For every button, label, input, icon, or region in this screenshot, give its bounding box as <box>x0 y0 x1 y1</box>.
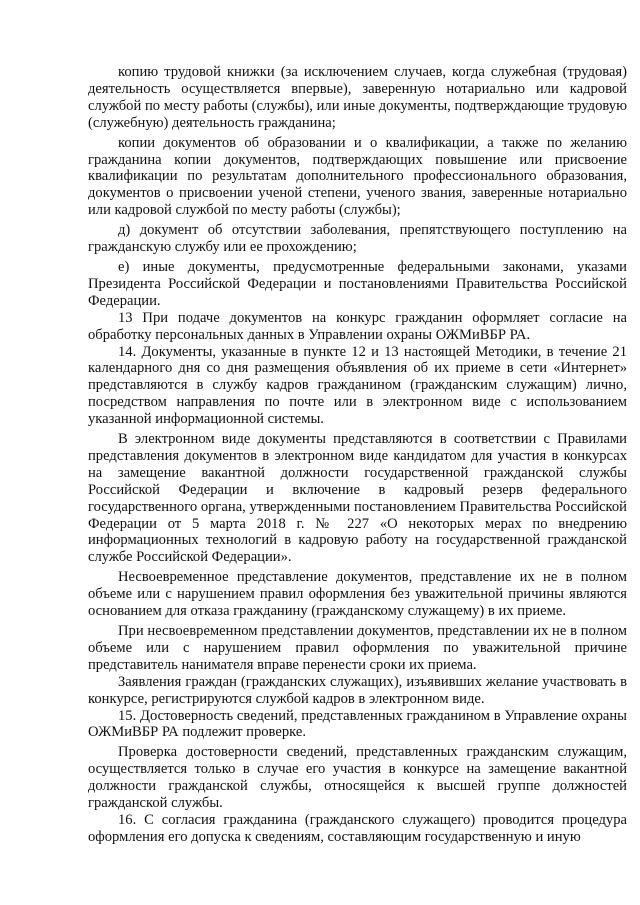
document-page <box>88 64 627 846</box>
paragraph-13: 13 При подаче документов на конкурс гражданин оформляет согласие на обработку персональных данных в Управлении охраны ОЖМиВБР РА. <box>88 309 627 343</box>
paragraph-15: 15. Достоверность сведений, представленных гражданином в Управление охраны ОЖМиВБР РА подлежит проверке. <box>88 707 627 741</box>
paragraph-item-e: е) иные документы, предусмотренные федеральными законами, указами Президента Российской Федерации и постановлениями Правительства Российской Федерации. <box>88 258 627 309</box>
paragraph-work-record-copy: копию трудовой книжки (за исключением случаев, когда служебная (трудовая) деятельность осуществляется впервые), заверенную нотариально или кадровой службой по месту работы (службы), или иные документы, подтверждающие трудовую (служебную) деятельность гражданина; <box>88 64 627 131</box>
paragraph-education-copies: копии документов об образовании и о квалификации, а также по желанию гражданина копии документов, подтверждающих повышение или присвоение квалификации по результатам дополнительного профессионального образования, документов о присвоении ученой степени, ученого звания, заверенные нотариально или кадровой службой по месту работы (службы); <box>88 134 627 219</box>
paragraph-verification: Проверка достоверности сведений, представленных гражданским служащим, осуществляется только в случае его участия в конкурсе на замещение вакантной должности гражданской службы, относящейся к высшей группе должностей гражданской службы. <box>88 744 627 812</box>
paragraph-16: 16. С согласия гражданина (гражданского служащего) проводится процедура оформления его допуска к сведениям, составляющим государственную и иную <box>88 811 627 845</box>
paragraph-electronic-form: В электронном виде документы представляются в соответствии с Правилами представления документов в электронном виде кандидатом для участия в конкурсах на замещение вакантной должности государственной гражданской службы Российской Федерации и включение в кадровый резерв федерального государственного органа, утвержденными постановлением Правительства Российской Федерации от 5 марта 2018 г. № 227 «О некоторых мерах по внедрению информационных технологий в кадровую работу на государственной гражданской службе Российской Федерации». <box>88 431 627 566</box>
paragraph-untimely-without-reason: Несвоевременное представление документов, представление их не в полном объеме или с нарушением правил оформления без уважительной причины являются основанием для отказа гражданину (гражданскому служащему) в их приеме. <box>88 569 627 620</box>
paragraph-14: 14. Документы, указанные в пункте 12 и 13 настоящей Методики, в течение 21 календарного дня со дня размещения объявления об их приеме в сети «Интернет» представляются в службу кадров гражданином (гражданским служащим) лично, посредством направления по почте или в электронном виде с использованием указанной информационной системы. <box>88 343 627 428</box>
paragraph-applications-registration: Заявления граждан (гражданских служащих), изъявивших желание участвовать в конкурсе, регистрируются службой кадров в электронном виде. <box>88 673 627 707</box>
paragraph-item-d: д) документ об отсутствии заболевания, препятствующего поступлению на гражданскую службу или ее прохождению; <box>88 222 627 256</box>
paragraph-untimely-with-reason: При несвоевременном представлении документов, представлении их не в полном объеме или с нарушением правил оформления по уважительной причине представитель нанимателя вправе перенести сроки их приема. <box>88 623 627 673</box>
